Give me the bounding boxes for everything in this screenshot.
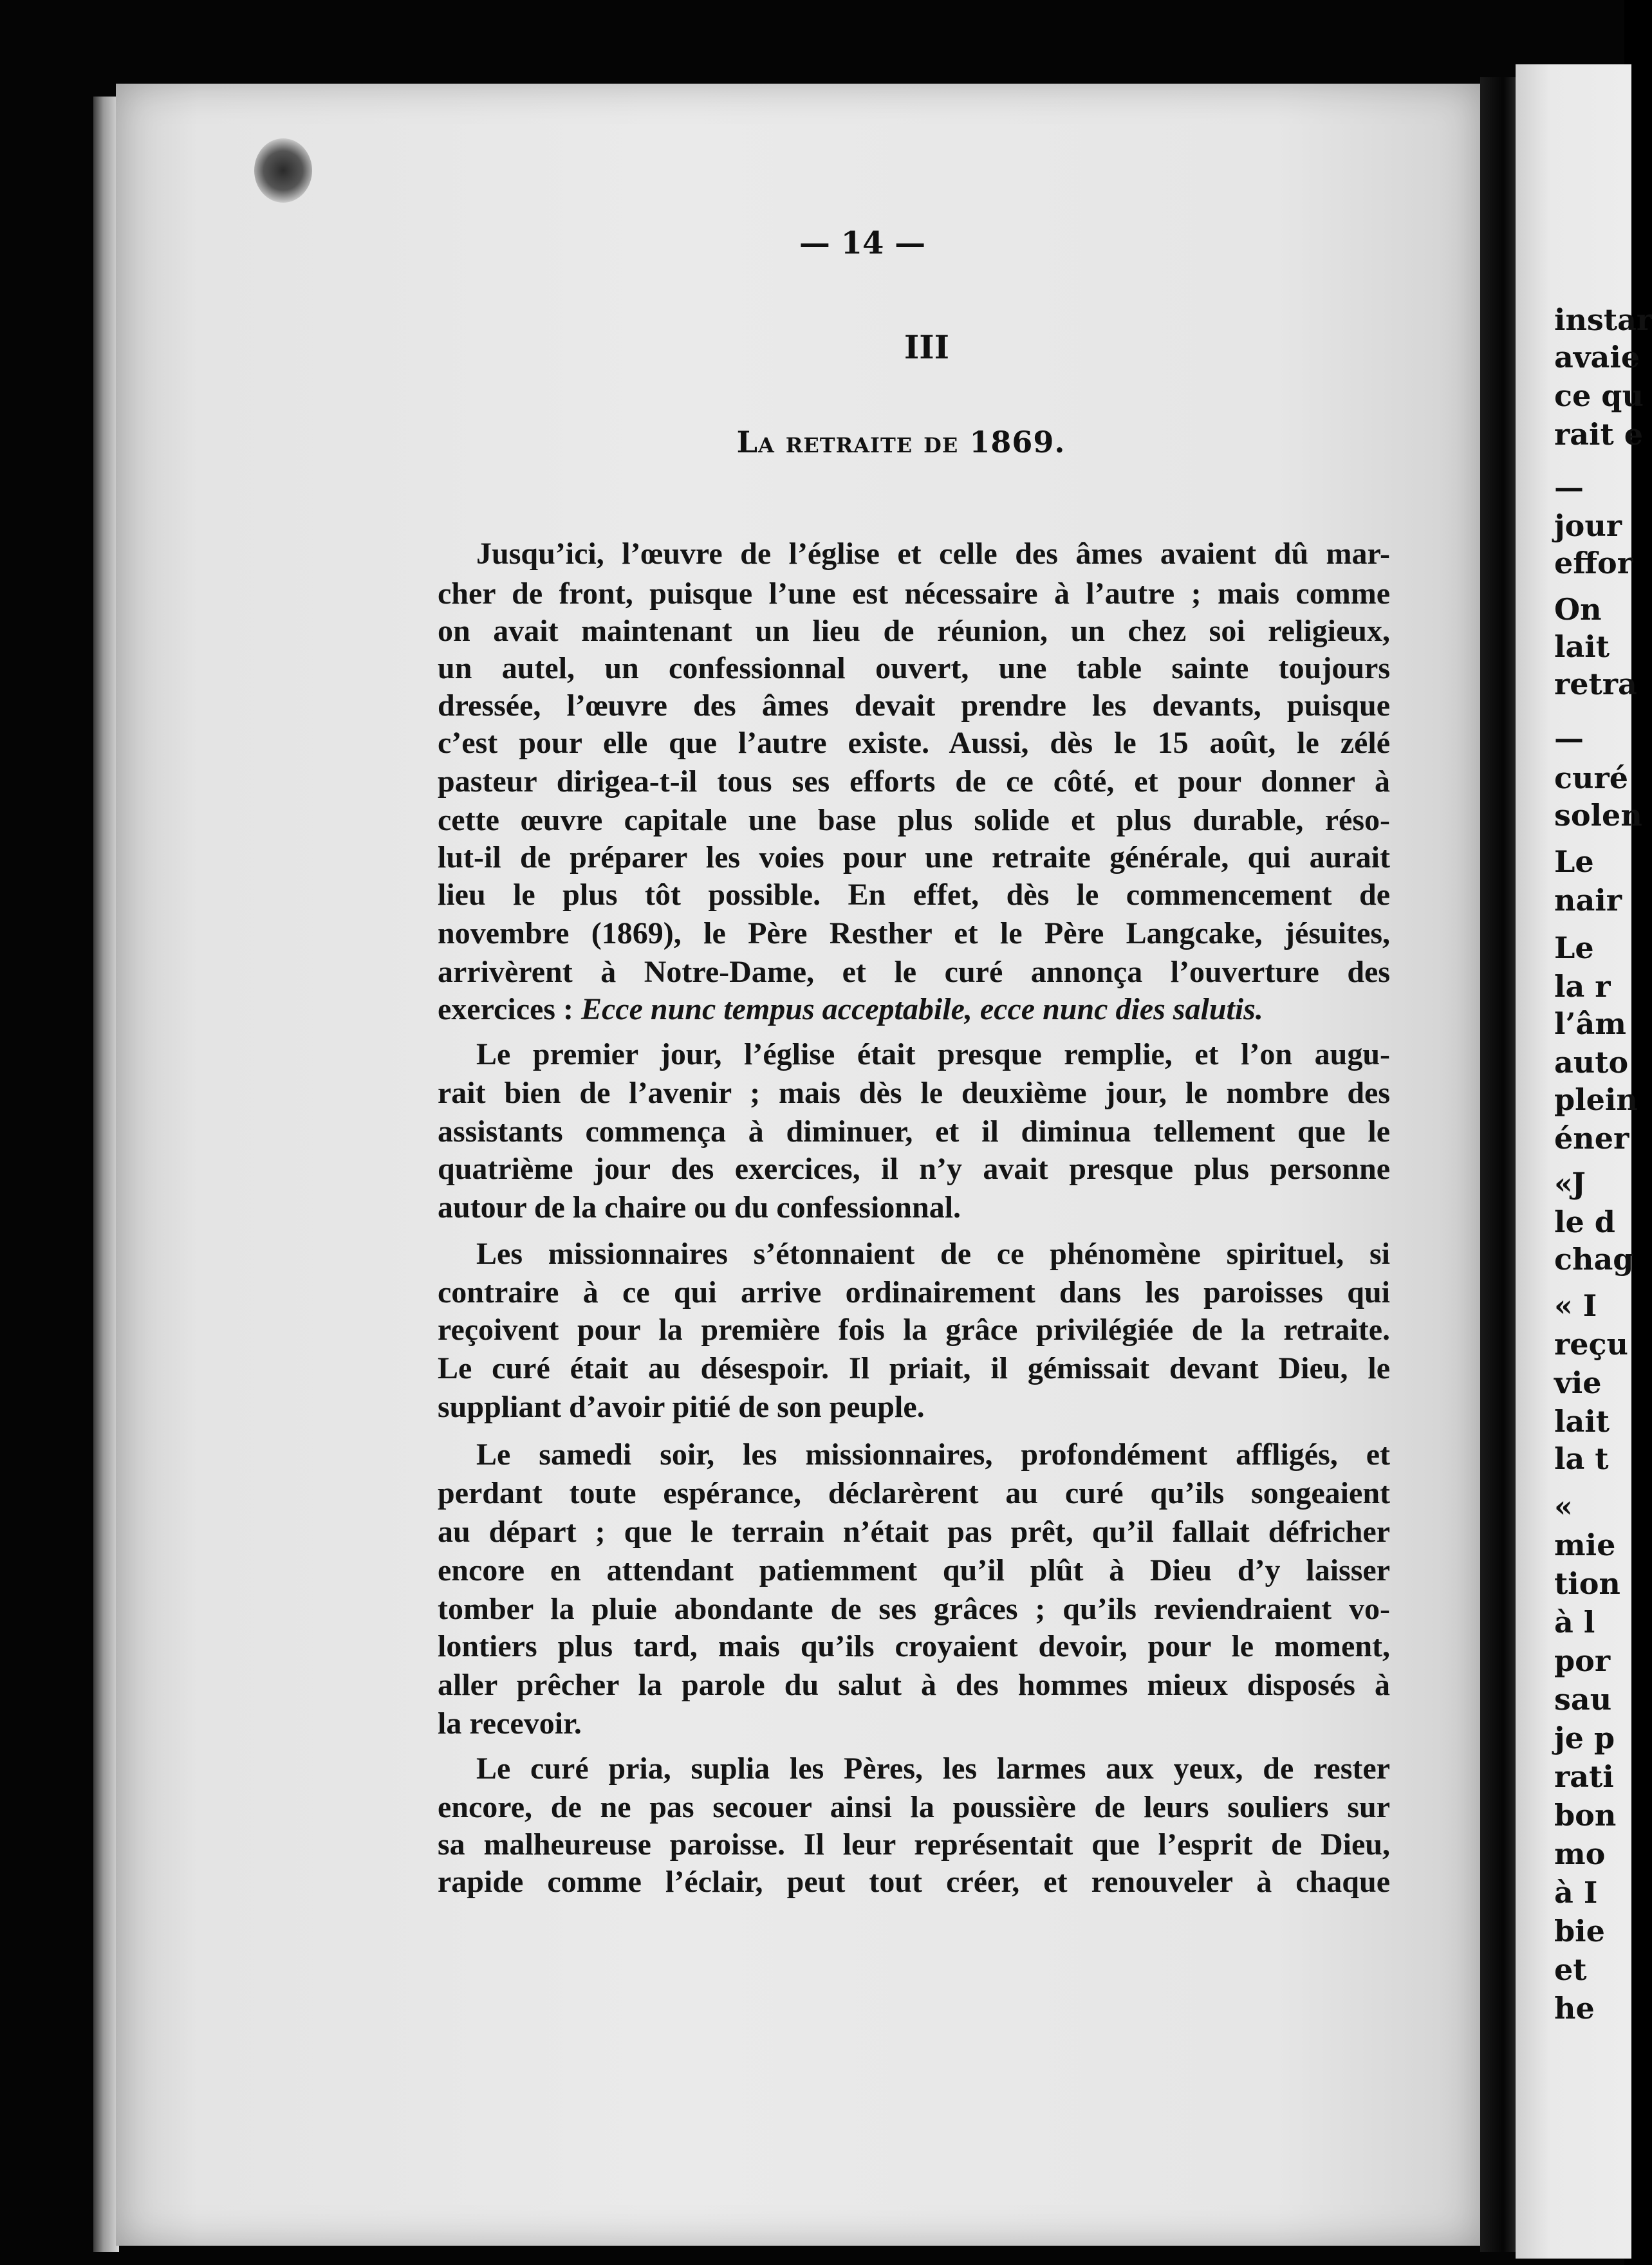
facing-page-fragment: bie bbox=[1554, 1914, 1605, 1948]
text-line: suppliant d’avoir pitié de son peuple. bbox=[438, 1390, 925, 1424]
facing-page-fragment: nair bbox=[1554, 883, 1622, 918]
text-line: Le curé pria, suplia les Pères, les larmes aux yeux, de rester bbox=[476, 1752, 1390, 1786]
text-line: assistants commença à diminuer, et il diminua tellement que le bbox=[438, 1114, 1390, 1149]
facing-page-fragment: le d bbox=[1554, 1205, 1615, 1239]
text-line: au départ ; que le terrain n’était pas prêt, qu’il fallait défricher bbox=[438, 1515, 1390, 1549]
facing-page-fragment: vie bbox=[1554, 1365, 1602, 1400]
text-run: exercices : bbox=[438, 992, 581, 1026]
facing-page-fragment: l’âm bbox=[1554, 1006, 1626, 1041]
facing-page-fragment: jour bbox=[1554, 508, 1622, 543]
text-line: aller prêcher la parole du salut à des hommes mieux disposés à bbox=[438, 1668, 1390, 1702]
facing-page-fragment: « I bbox=[1554, 1288, 1597, 1323]
text-line: lut-il de préparer les voies pour une retraite générale, qui aurait bbox=[438, 840, 1390, 874]
text-line: Les missionnaires s’étonnaient de ce phénomène spirituel, si bbox=[476, 1237, 1390, 1271]
facing-page-fragment: reçu bbox=[1554, 1327, 1628, 1362]
facing-page-fragment: à l bbox=[1554, 1605, 1595, 1640]
text-line: pasteur dirigea-t-il tous ses efforts de ce côté, et pour donner à bbox=[438, 764, 1390, 799]
text-line: encore en attendant patiemment qu’il plût à Dieu d’y laisser bbox=[438, 1553, 1390, 1587]
facing-page-fragment: ce qu bbox=[1554, 378, 1644, 413]
text-line: la recevoir. bbox=[438, 1706, 582, 1741]
facing-page-fragment: mie bbox=[1554, 1528, 1616, 1562]
page-number: — 14 — bbox=[799, 225, 926, 261]
text-line: tomber la pluie abondante de ses grâces ; qu’ils reviendraient vo- bbox=[438, 1592, 1390, 1626]
text-line: Le samedi soir, les missionnaires, profondément affligés, et bbox=[476, 1438, 1390, 1472]
facing-page-fragment: je p bbox=[1554, 1721, 1615, 1755]
facing-page-fragment: auto bbox=[1554, 1045, 1629, 1080]
facing-page-fragment: la t bbox=[1554, 1441, 1609, 1476]
text-line: autour de la chaire ou du confessionnal. bbox=[438, 1190, 961, 1225]
text-line: contraire à ce qui arrive ordinairement dans les paroisses qui bbox=[438, 1275, 1390, 1309]
facing-page-fragment: et bbox=[1554, 1952, 1587, 1987]
facing-page-fragment: — bbox=[1554, 721, 1584, 755]
text-line: arrivèrent à Notre-Dame, et le curé annonça l’ouverture des bbox=[438, 955, 1390, 989]
facing-page bbox=[1516, 64, 1652, 2259]
chapter-title bbox=[579, 425, 1223, 459]
facing-page-fragment: Le bbox=[1554, 930, 1594, 965]
facing-page-fragment: effor bbox=[1554, 546, 1633, 580]
text-line: Le premier jour, l’église était presque remplie, et l’on augu- bbox=[476, 1037, 1390, 1071]
facing-page-fragment: la r bbox=[1554, 969, 1611, 1004]
facing-page-fragment: instar bbox=[1554, 302, 1652, 337]
page-edge bbox=[93, 97, 119, 2252]
text-line: un autel, un confessionnal ouvert, une table sainte toujours bbox=[438, 651, 1390, 685]
text-line: perdant toute espérance, déclarèrent au curé qu’ils songeaient bbox=[438, 1476, 1390, 1510]
facing-page-fragment: solen bbox=[1554, 798, 1642, 833]
chapter-title-year: 1869. bbox=[969, 425, 1066, 459]
facing-page-fragment: à I bbox=[1554, 1875, 1598, 1910]
facing-page-fragment: rati bbox=[1554, 1759, 1614, 1794]
facing-page-fragment: rait e bbox=[1554, 417, 1644, 452]
text-line: lontiers plus tard, mais qu’ils croyaient devoir, pour le moment, bbox=[438, 1629, 1390, 1663]
text-line: c’est pour elle que l’autre existe. Aussi, dès le 15 août, le zélé bbox=[438, 726, 1390, 760]
facing-page-fragment: lait bbox=[1554, 629, 1610, 664]
chapter-numeral: III bbox=[904, 328, 950, 366]
text-line: rait bien de l’avenir ; mais dès le deuxième jour, le nombre des bbox=[438, 1076, 1390, 1110]
text-line: novembre (1869), le Père Resther et le Père Langcake, jésuites, bbox=[438, 916, 1390, 950]
facing-page-fragment: plein bbox=[1554, 1082, 1638, 1117]
text-line: rapide comme l’éclair, peut tout créer, et renouveler à chaque bbox=[438, 1865, 1390, 1899]
facing-page-fragment: avaie bbox=[1554, 340, 1640, 374]
book-gutter bbox=[1480, 77, 1519, 2252]
facing-page-fragment: retra bbox=[1554, 667, 1637, 701]
text-line: sa malheureuse paroisse. Il leur représentait que l’esprit de Dieu, bbox=[438, 1827, 1390, 1862]
chapter-title-text: La retraite de bbox=[736, 425, 959, 459]
facing-page-fragment: mo bbox=[1554, 1836, 1606, 1871]
facing-page-fragment: Le bbox=[1554, 844, 1594, 879]
text-line: dressée, l’œuvre des âmes devait prendre les devants, puisque bbox=[438, 689, 1390, 723]
facing-page-fragment: On bbox=[1554, 592, 1602, 627]
facing-page-fragment: bon bbox=[1554, 1798, 1617, 1833]
text-line: reçoivent pour la première fois la grâce privilégiée de la retraite. bbox=[438, 1313, 1390, 1347]
facing-page-fragment: he bbox=[1554, 1991, 1595, 2026]
facing-page-fragment: sau bbox=[1554, 1682, 1612, 1717]
facing-page-fragment: lait bbox=[1554, 1404, 1610, 1439]
text-line: on avait maintenant un lieu de réunion, un chez soi religieux, bbox=[438, 614, 1390, 648]
ink-stain bbox=[254, 138, 312, 203]
text-line: quatrième jour des exercices, il n’y avait presque plus personne bbox=[438, 1152, 1390, 1186]
facing-page-fragment: por bbox=[1554, 1643, 1611, 1678]
facing-page-fragment: chag bbox=[1554, 1242, 1634, 1277]
text-line: lieu le plus tôt possible. En effet, dès le commencement de bbox=[438, 878, 1390, 912]
text-line: Jusqu’ici, l’œuvre de l’église et celle des âmes avaient dû mar- bbox=[476, 537, 1390, 571]
facing-page-fragment: éner bbox=[1554, 1121, 1629, 1156]
facing-page-fragment: «J bbox=[1554, 1166, 1586, 1201]
facing-page-fragment: tion bbox=[1554, 1566, 1620, 1601]
text-line-with-latin bbox=[438, 990, 1390, 1030]
latin-quotation: Ecce nunc tempus acceptabile, ecce nunc dies salutis. bbox=[580, 992, 1263, 1026]
facing-page-fragment: curé bbox=[1554, 761, 1628, 795]
facing-page-fragment: « bbox=[1554, 1489, 1573, 1524]
text-line: cher de front, puisque l’une est nécessaire à l’autre ; mais comme bbox=[438, 577, 1390, 611]
text-line: encore, de ne pas secouer ainsi la poussière de leurs souliers sur bbox=[438, 1790, 1390, 1824]
facing-page-fragment: — bbox=[1554, 470, 1584, 504]
text-line: Le curé était au désespoir. Il priait, il gémissait devant Dieu, le bbox=[438, 1351, 1390, 1385]
text-line: cette œuvre capitale une base plus solide et plus durable, réso- bbox=[438, 803, 1390, 837]
